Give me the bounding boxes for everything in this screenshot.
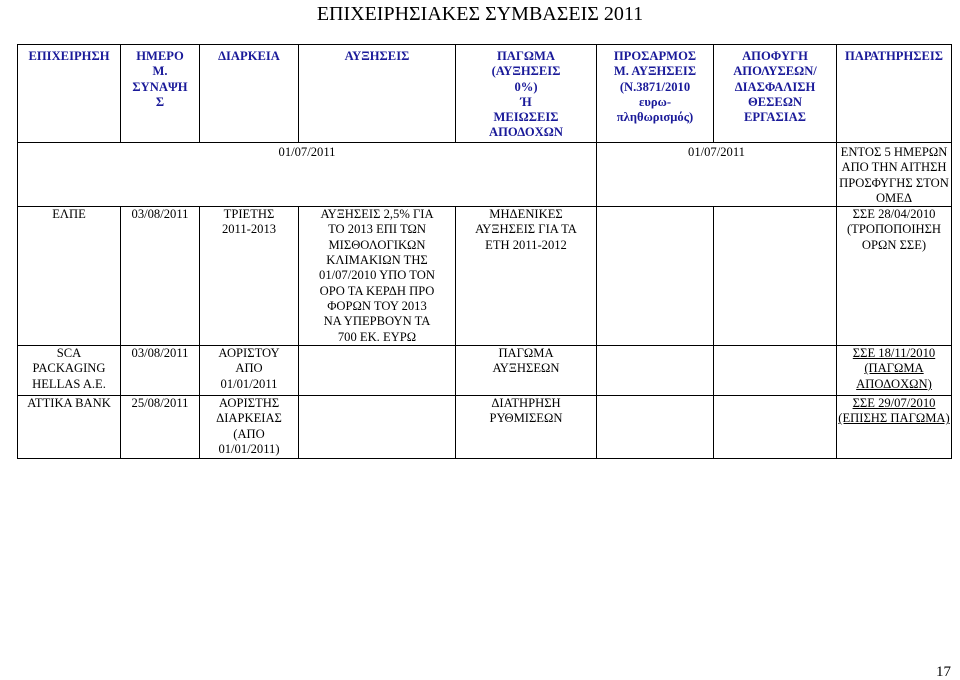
date-cell: 03/08/2011 — [121, 346, 200, 396]
adjustment-cell — [597, 207, 714, 346]
effective-date-right: 01/07/2011 — [597, 143, 837, 207]
duration-cell: ΑΟΡΙΣΤΟΥ ΑΠΟ 01/01/2011 — [200, 346, 299, 396]
increases-cell: ΑΥΞΗΣΕΙΣ 2,5% ΓΙΑ ΤΟ 2013 ΕΠΙ ΤΩΝ ΜΙΣΘΟΛΟΓΙΚΩΝ ΚΛΙΜΑΚΙΩΝ ΤΗΣ 01/07/2010 ΥΠΟ ΤΟΝ ΟΡΟ ΤΑ ΚΕΡΔΗ ΠΡΟ ΦΟΡΩΝ ΤΟΥ 2013 ΝΑ ΥΠΕΡΒΟΥΝ ΤΑ 700 ΕΚ. ΕΥΡΩ — [299, 207, 456, 346]
header-row — [18, 45, 952, 143]
company-cell: ATTIKA BANK — [18, 396, 121, 459]
header-increases: ΑΥΞΗΣΕΙΣ — [299, 45, 456, 143]
header-company: ΕΠΙΧΕΙΡΗΣΗ — [18, 45, 121, 143]
freeze-cell: ΔΙΑΤΗΡΗΣΗ ΡΥΘΜΙΣΕΩΝ — [456, 396, 597, 459]
remarks-cell: ΣΣΕ 28/04/2010 (ΤΡΟΠΟΠΟΙΗΣΗ ΟΡΩΝ ΣΣΕ) — [837, 207, 952, 346]
effective-note: ΕΝΤΟΣ 5 ΗΜΕΡΩΝ ΑΠΟ ΤΗΝ ΑΙΤΗΣΗ ΠΡΟΣΦΥΓΗΣ ΣΤΟΝ ΟΜΕΔ — [837, 143, 952, 207]
increases-cell — [299, 346, 456, 396]
table-row — [18, 346, 952, 396]
freeze-cell: ΜΗΔΕΝΙΚΕΣ ΑΥΞΗΣΕΙΣ ΓΙΑ ΤΑ ΕΤΗ 2011-2012 — [456, 207, 597, 346]
avoid-layoffs-cell — [714, 346, 837, 396]
header-freeze: ΠΑΓΩΜΑ (ΑΥΞΗΣΕΙΣ 0%) Ή ΜΕΙΩΣΕΙΣ ΑΠΟΔΟΧΩΝ — [456, 45, 597, 143]
remarks-cell: ΣΣΕ 18/11/2010 (ΠΑΓΩΜΑ ΑΠΟΔΟΧΩΝ) — [837, 346, 952, 396]
header-adjustment: ΠΡΟΣΑΡΜΟΣ Μ. ΑΥΞΗΣΕΙΣ (Ν.3871/2010 ευρω- πληθωρισμός) — [597, 45, 714, 143]
duration-cell: ΑΟΡΙΣΤΗΣ ΔΙΑΡΚΕΙΑΣ (ΑΠΟ 01/01/2011) — [200, 396, 299, 459]
effective-date-row — [18, 143, 952, 207]
effective-date-left: 01/07/2011 — [18, 143, 597, 207]
increases-cell — [299, 396, 456, 459]
header-date: ΗΜΕΡΟ Μ. ΣΥΝΑΨΗ Σ — [121, 45, 200, 143]
adjustment-cell — [597, 396, 714, 459]
date-cell: 03/08/2011 — [121, 207, 200, 346]
avoid-layoffs-cell — [714, 207, 837, 346]
company-cell: SCA PACKAGING HELLAS A.E. — [18, 346, 121, 396]
duration-cell: ΤΡΙΕΤΗΣ 2011-2013 — [200, 207, 299, 346]
table-row — [18, 207, 952, 346]
adjustment-cell — [597, 346, 714, 396]
table-row — [18, 396, 952, 459]
avoid-layoffs-cell — [714, 396, 837, 459]
header-avoid-layoffs: ΑΠΟΦΥΓΗ ΑΠΟΛΥΣΕΩΝ/ ΔΙΑΣΦΑΛΙΣΗ ΘΕΣΕΩΝ ΕΡΓΑΣΙΑΣ — [714, 45, 837, 143]
page-number: 17 — [936, 664, 951, 680]
freeze-cell: ΠΑΓΩΜΑ ΑΥΞΗΣΕΩΝ — [456, 346, 597, 396]
header-remarks: ΠΑΡΑΤΗΡΗΣΕΙΣ — [837, 45, 952, 143]
remarks-cell: ΣΣΕ 29/07/2010 (ΕΠΙΣΗΣ ΠΑΓΩΜΑ) — [837, 396, 952, 459]
date-cell: 25/08/2011 — [121, 396, 200, 459]
header-duration: ΔΙΑΡΚΕΙΑ — [200, 45, 299, 143]
contracts-table — [17, 44, 952, 459]
company-cell: ΕΛΠΕ — [18, 207, 121, 346]
page-title: ΕΠΙΧΕΙΡΗΣΙΑΚΕΣ ΣΥΜΒΑΣΕΙΣ 2011 — [316, 3, 644, 25]
